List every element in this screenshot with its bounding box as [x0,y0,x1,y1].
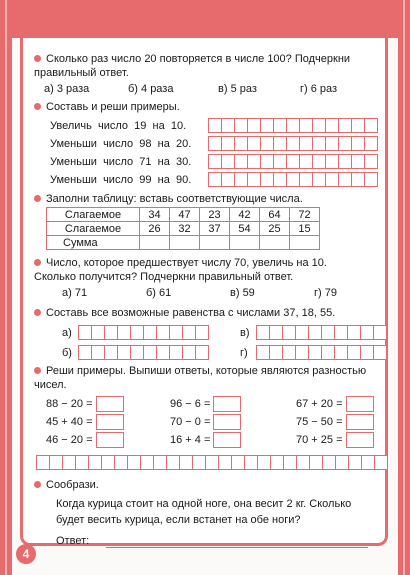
example-1-2: 45 + 40 = [46,414,124,430]
task2-row-2: Уменьши число 98 на 20. [50,138,192,150]
task2-row-3: Уменьши число 71 на 30. [50,156,192,168]
differences-answer-strip[interactable] [36,455,387,470]
task2-row-1-answer[interactable] [208,118,377,133]
table-row: Слагаемое 34 47 23 42 64 72 [47,208,320,222]
bullet-icon [34,103,41,110]
task2-row-2-answer[interactable] [208,136,377,151]
task4-option-b[interactable]: б) 61 [146,287,172,299]
task1-option-a[interactable]: а) 3 раза [44,83,90,95]
equation-label-a: а) [62,327,72,339]
sum-table [46,207,320,250]
example-3-3: 70 + 25 = [296,432,374,448]
equation-label-g: г) [240,347,248,359]
task1-option-b[interactable]: б) 4 раза [128,83,174,95]
bullet-icon [34,259,41,266]
example-2-3: 16 + 4 = [170,432,241,448]
task7-title: Сообрази. [34,478,99,492]
answer-box[interactable] [213,414,241,430]
answer-box[interactable] [213,396,241,412]
task4-option-c[interactable]: в) 59 [230,287,255,299]
table-row: Сумма [47,236,320,250]
task2-title: Составь и реши примеры. [34,100,180,114]
answer-box[interactable] [346,414,374,430]
task2-row-1: Увеличь число 19 на 10. [50,120,187,132]
equation-label-v: в) [240,327,250,339]
task2-row-4-answer[interactable] [208,172,377,187]
task4-option-a[interactable]: а) 71 [62,287,88,299]
answer-line[interactable] [106,547,368,548]
answer-box[interactable] [346,432,374,448]
task2-row-4: Уменьши число 99 на 90. [50,174,192,186]
answer-box[interactable] [346,396,374,412]
bullet-icon [34,367,41,374]
task6-text: Реши примеры. Выпиши ответы, которые являются разностью чисел. [34,365,367,391]
task5-title: Составь все возможные равенства с числами 37, 18, 55. [34,306,335,320]
example-2-1: 96 − 6 = [170,396,241,412]
example-3-1: 67 + 20 = [296,396,374,412]
equation-b-answer[interactable] [78,345,208,360]
example-1-3: 46 − 20 = [46,432,124,448]
top-band [0,0,410,38]
task4-text: Число, которое предшествует числу 70, увеличь на 10. Сколько получится? Подчеркни правильный ответ. [34,257,327,283]
example-3-2: 75 − 50 = [296,414,374,430]
task1-line2: правильный ответ. [34,67,129,79]
task3-title: Заполни таблицу: вставь соответствующие числа. [34,192,303,206]
answer-box[interactable] [96,414,124,430]
left-stripe [0,0,12,575]
equation-g-answer[interactable] [256,345,386,360]
example-2-2: 70 − 0 = [170,414,241,430]
answer-box[interactable] [213,432,241,448]
bullet-icon [34,481,41,488]
bullet-icon [34,309,41,316]
right-stripe [398,0,410,575]
bullet-icon [34,55,41,62]
answer-box[interactable] [96,432,124,448]
bullet-icon [34,195,41,202]
task1-option-c[interactable]: в) 5 раз [218,83,257,95]
task2-row-3-answer[interactable] [208,154,377,169]
equation-v-answer[interactable] [256,325,386,340]
answer-label: Ответ: [56,535,90,547]
equation-label-b: б) [62,347,72,359]
example-1-1: 88 − 20 = [46,396,124,412]
task4-option-d[interactable]: г) 79 [314,287,337,299]
answer-box[interactable] [96,396,124,412]
task1-line1: Сколько раз число 20 повторяется в числе 100? Подчеркни [46,53,351,65]
task1-option-d[interactable]: г) 6 раз [300,83,338,95]
page-number: 4 [16,544,36,564]
task7-text: Когда курица стоит на одной ноге, она весит 2 кг. Сколько будет весить курица, если встанет на обе ноги? [56,498,352,526]
task1-text [34,52,384,80]
table-row: Слагаемое 26 32 37 54 25 15 [47,222,320,236]
equation-a-answer[interactable] [78,325,208,340]
